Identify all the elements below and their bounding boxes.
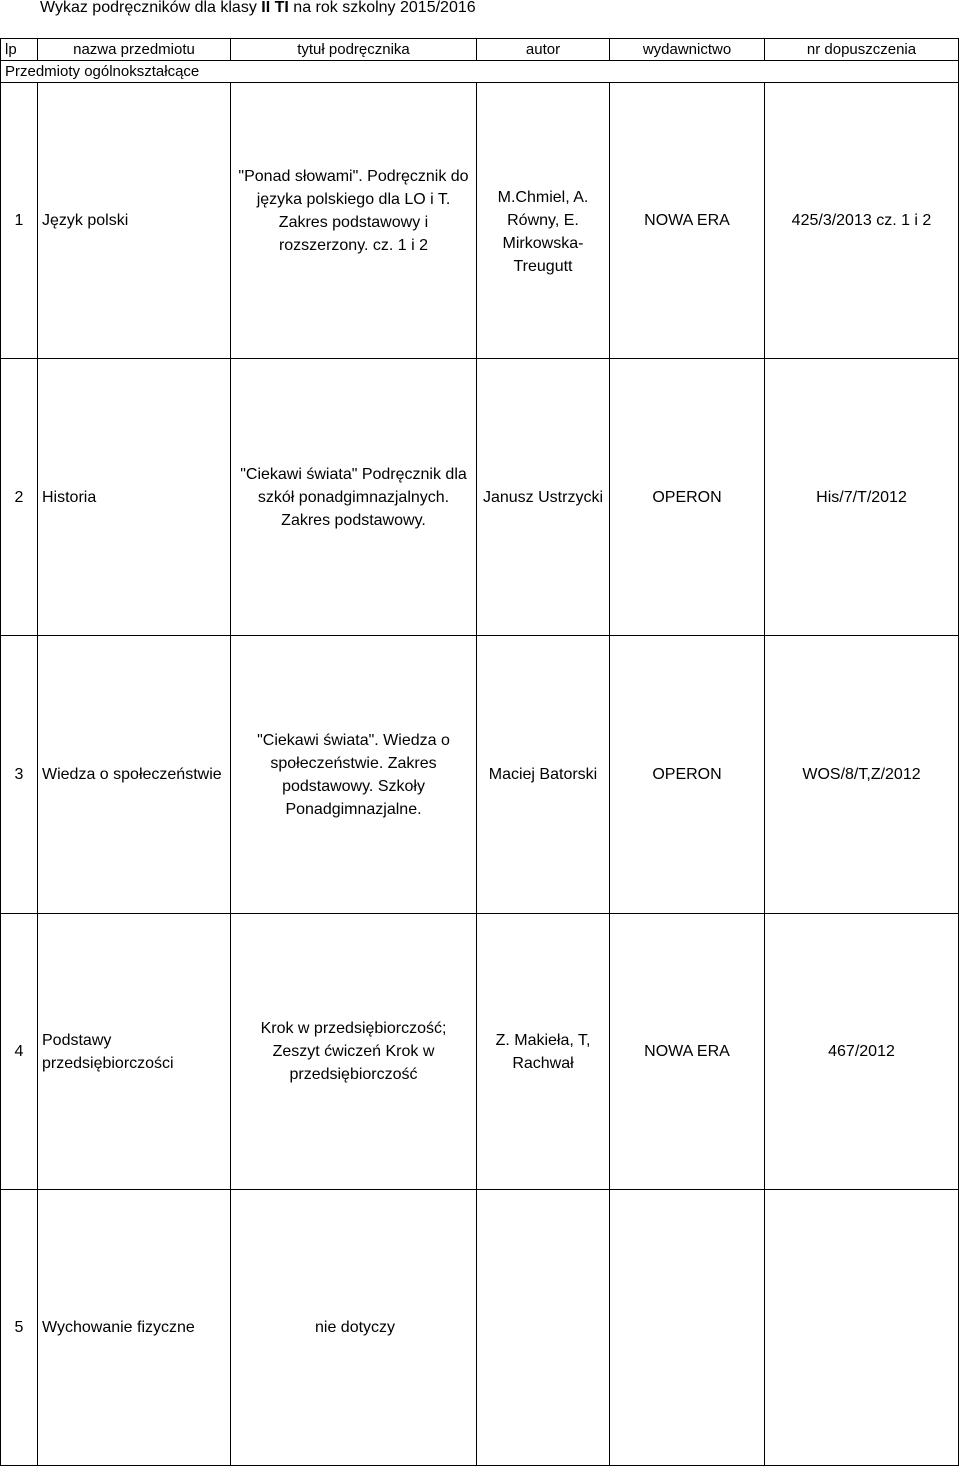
header-author: autor — [477, 39, 610, 61]
row-book-title: "Ciekawi świata". Wiedza o społeczeństwie. Zakres podstawowy. Szkoły Ponadgimnazjalne. — [231, 636, 477, 914]
row-publisher: OPERON — [610, 636, 765, 914]
header-row — [1, 39, 959, 61]
row-author-text: M.Chmiel, A. Równy, E. Mirkowska-Treugutt — [497, 188, 589, 275]
header-subject: nazwa przedmiotu — [38, 39, 231, 61]
row-book-title — [231, 83, 477, 359]
textbook-table — [0, 38, 959, 1466]
row-author — [477, 83, 610, 359]
row-approval: 425/3/2013 cz. 1 i 2 — [765, 83, 959, 359]
document-title — [40, 0, 476, 16]
row-subject — [38, 914, 231, 1190]
row-approval — [765, 1190, 959, 1466]
row-author: Janusz Ustrzycki — [477, 359, 610, 636]
row-lp: 3 — [1, 636, 38, 914]
header-approval: nr dopuszczenia — [765, 39, 959, 61]
table-row — [1, 359, 959, 636]
header-lp: lp — [1, 39, 38, 61]
row-author — [477, 1190, 610, 1466]
row-approval: 467/2012 — [765, 914, 959, 1190]
row-approval: WOS/8/T,Z/2012 — [765, 636, 959, 914]
table-row — [1, 914, 959, 1190]
row-publisher: OPERON — [610, 359, 765, 636]
title-class: II TI — [261, 0, 289, 16]
header-book-title: tytuł podręcznika — [231, 39, 477, 61]
table-row — [1, 1190, 959, 1466]
row-publisher — [610, 1190, 765, 1466]
row-lp: 4 — [1, 914, 38, 1190]
row-lp: 1 — [1, 83, 38, 359]
row-subject — [38, 1190, 231, 1466]
row-approval: His/7/T/2012 — [765, 359, 959, 636]
row-subject-text: Wychowanie fizyczne — [42, 1319, 195, 1336]
section-row — [1, 61, 959, 83]
row-book-title — [231, 1190, 477, 1466]
row-subject-text: Wiedza o społeczeństwie — [42, 766, 222, 783]
row-subject — [38, 83, 231, 359]
row-subject-text: Historia — [42, 488, 97, 506]
table-row — [1, 83, 959, 359]
row-subject-text: Język polski — [42, 212, 129, 229]
row-author: Maciej Batorski — [477, 636, 610, 914]
row-publisher: NOWA ERA — [610, 83, 765, 359]
row-book-title-text: "Ponad słowami". Podręcznik do języka polskiego dla LO i T. Zakres podstawowy i rozszerzony. cz. 1 i 2 — [238, 167, 469, 254]
row-book-title: Krok w przedsiębiorczość; Zeszyt ćwiczeń Krok w przedsiębiorczość — [231, 914, 477, 1190]
header-publisher: wydawnictwo — [610, 39, 765, 61]
row-lp: 2 — [1, 359, 38, 636]
row-author: Z. Makieła, T, Rachwał — [477, 914, 610, 1190]
row-subject — [38, 359, 231, 636]
title-suffix: na rok szkolny 2015/2016 — [288, 0, 476, 16]
row-book-title-text: nie dotyczy — [315, 1319, 396, 1336]
row-lp: 5 — [1, 1190, 38, 1466]
table-row — [1, 636, 959, 914]
section-label: Przedmioty ogólnokształcące — [1, 61, 959, 83]
row-subject-text: Podstawy przedsiębiorczości — [42, 1031, 174, 1072]
row-book-title: "Ciekawi świata" Podręcznik dla szkół ponadgimnazjalnych. Zakres podstawowy. — [231, 359, 477, 636]
title-prefix: Wykaz podręczników dla klasy — [40, 0, 262, 16]
row-publisher: NOWA ERA — [610, 914, 765, 1190]
row-subject — [38, 636, 231, 914]
